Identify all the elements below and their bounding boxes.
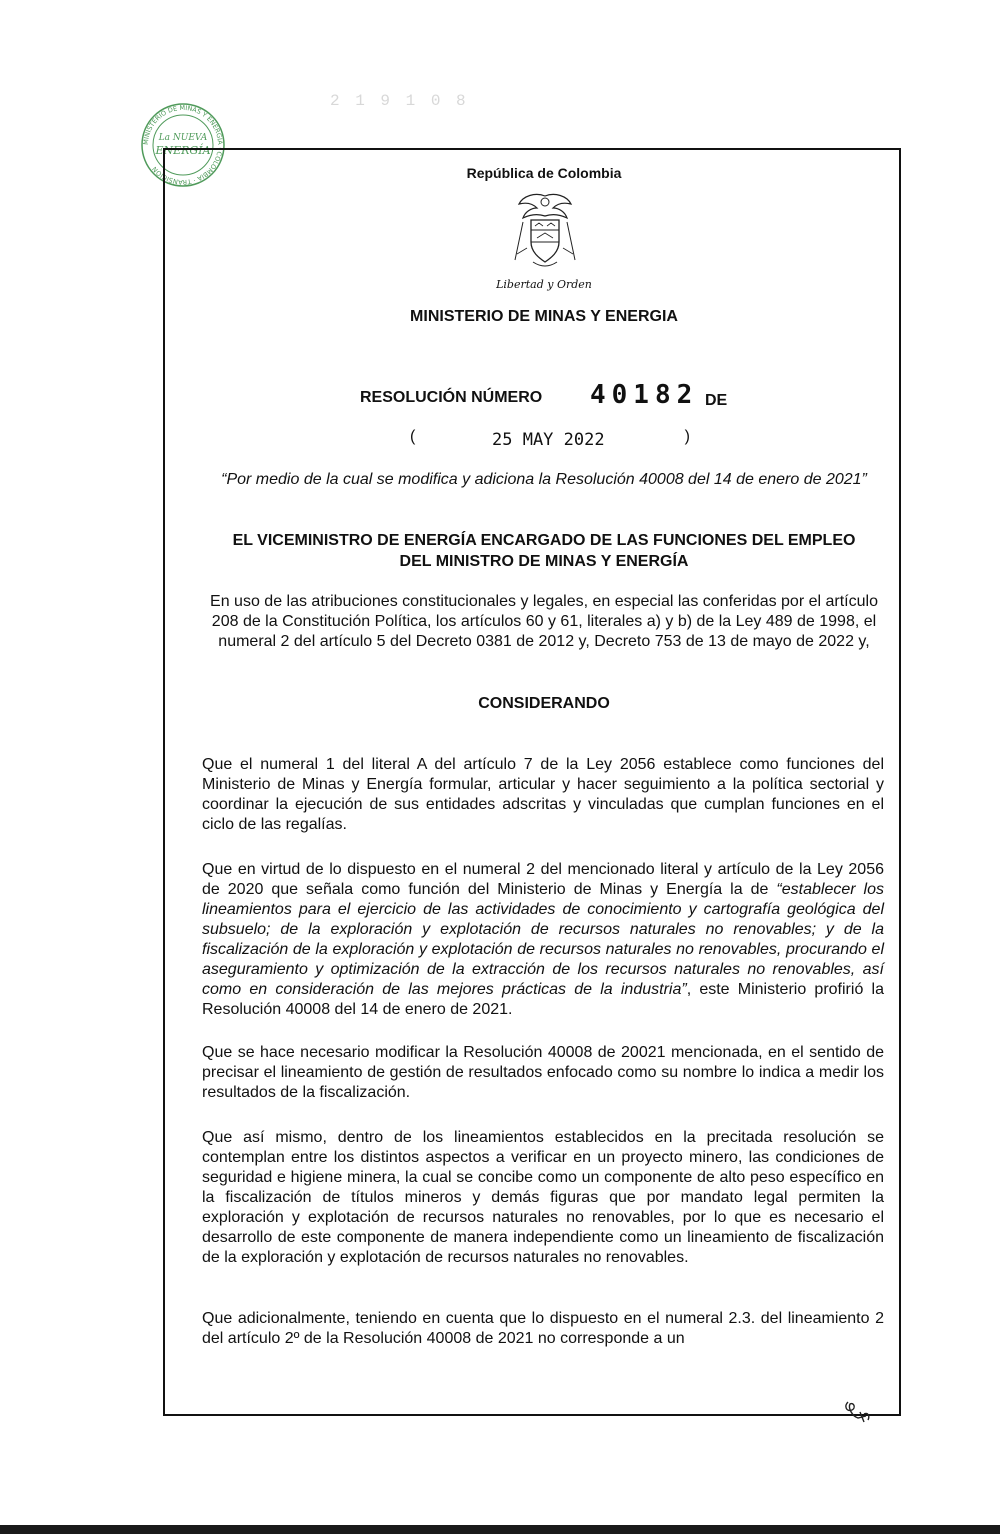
paragraph-2-quote: “establecer los lineamientos para el ejercicio de las actividades de conocimiento y cartografía geológica del subsuelo; de la exploración y explotación de recursos naturales no renovables; y de la fiscalización de la exploración y explotación de recursos naturales no renovables, procurando el aseguramiento y optimización de la extracción de los recursos naturales no renovables, así como en consideración de las mejores prácticas de la industria” (202, 881, 885, 998)
paragraph-5: Que adicionalmente, teniendo en cuenta que lo dispuesto en el numeral 2.3. del lineamiento 2 del artículo 2º de la Resolución 40008 de 2021 no corresponde a un (202, 1310, 884, 1347)
authority-clause: En uso de las atribuciones constitucionales y legales, en especial las conferidas por el artículo 208 de la Constitución Política, los artículos 60 y 61, literales a) y b) de la Ley 489 de 1998, el numeral 2 del artículo 5 del Decreto 0381 de 2012 y, Decreto 753 de 13 de mayo de 2022 y, (210, 593, 878, 650)
resolution-number: 40182 (590, 380, 699, 410)
date-paren-open: ( (410, 428, 416, 445)
resolution-de: DE (705, 392, 728, 409)
coat-of-arms-icon (505, 190, 585, 272)
resolution-label: RESOLUCIÓN NÚMERO (360, 389, 543, 406)
official-title-line2: DEL MINISTRO DE MINAS Y ENERGÍA (399, 553, 689, 570)
handwritten-initials-icon (840, 1396, 880, 1426)
date-paren-close: ) (684, 428, 690, 445)
official-title (185, 530, 903, 572)
svg-text:ENERGÍA: ENERGÍA (155, 144, 211, 157)
paragraph-3: Que se hace necesario modificar la Resolución 40008 de 20021 mencionada, en el sentido de precisar el lineamiento de gestión de resultados enfocado como su nombre lo indica a medir los resultados de la fiscalización. (202, 1044, 884, 1101)
official-title-line1: EL VICEMINISTRO DE ENERGÍA ENCARGADO DE LAS FUNCIONES DEL EMPLEO (232, 532, 856, 549)
republic-heading: República de Colombia (466, 165, 622, 181)
paragraph-2-start: Que en virtud de lo dispuesto en el numeral 2 del mencionado literal y artículo de la Ley 2056 de 2020 que señala como función del Ministerio de Minas y Energía la de (202, 861, 884, 898)
resolution-date: 25 MAY 2022 (492, 430, 605, 450)
paragraph-1: Que el numeral 1 del literal A del artículo 7 de la Ley 2056 establece como funciones del Ministerio de Minas y Energía formular, articular y hacer seguimiento a la política sectorial y coordinar la ejecución de sus entidades adscritas y vinculadas que cumplan funciones en el ciclo de las regalías. (202, 756, 884, 833)
motto-text: Libertad y Orden (496, 278, 592, 291)
faint-stamped-number: 2 1 9 1 0 8 (330, 92, 469, 110)
svg-text:La NUEVA: La NUEVA (158, 133, 208, 143)
scan-bottom-edge (0, 1525, 1000, 1534)
svg-text:MINISTERIO DE MINAS Y ENERGÍA: MINISTERIO DE MINAS Y ENERGÍA · COLOMBIA · TRANSICIÓN (141, 103, 225, 187)
paragraph-4: Que así mismo, dentro de los lineamientos establecidos en la precitada resolución se contemplan entre los distintos aspectos a verificar en un proyecto minero, las condiciones de seguridad e higiene minera, la cual se concibe como un componente de alto peso específico en la fiscalización de títulos mineros y demás figuras que por mandato legal permiten la exploración y explotación de recursos naturales no renovables, por lo que es necesario el desarrollo de este componente de manera independiente como un lineamiento de fiscalización de la exploración y explotación de recursos naturales no renovables. (202, 1129, 884, 1266)
resolution-subtitle: “Por medio de la cual se modifica y adiciona la Resolución 40008 del 14 de enero de 2021” (221, 471, 867, 488)
considerando-heading: CONSIDERANDO (478, 695, 610, 712)
paragraph-2-end: , este Ministerio profirió la Resolución 40008 del 14 de enero de 2021. (202, 981, 884, 1018)
resolution-date-line (410, 428, 700, 456)
paragraph-2 (202, 860, 884, 1020)
ministry-heading: MINISTERIO DE MINAS Y ENERGIA (410, 308, 678, 325)
